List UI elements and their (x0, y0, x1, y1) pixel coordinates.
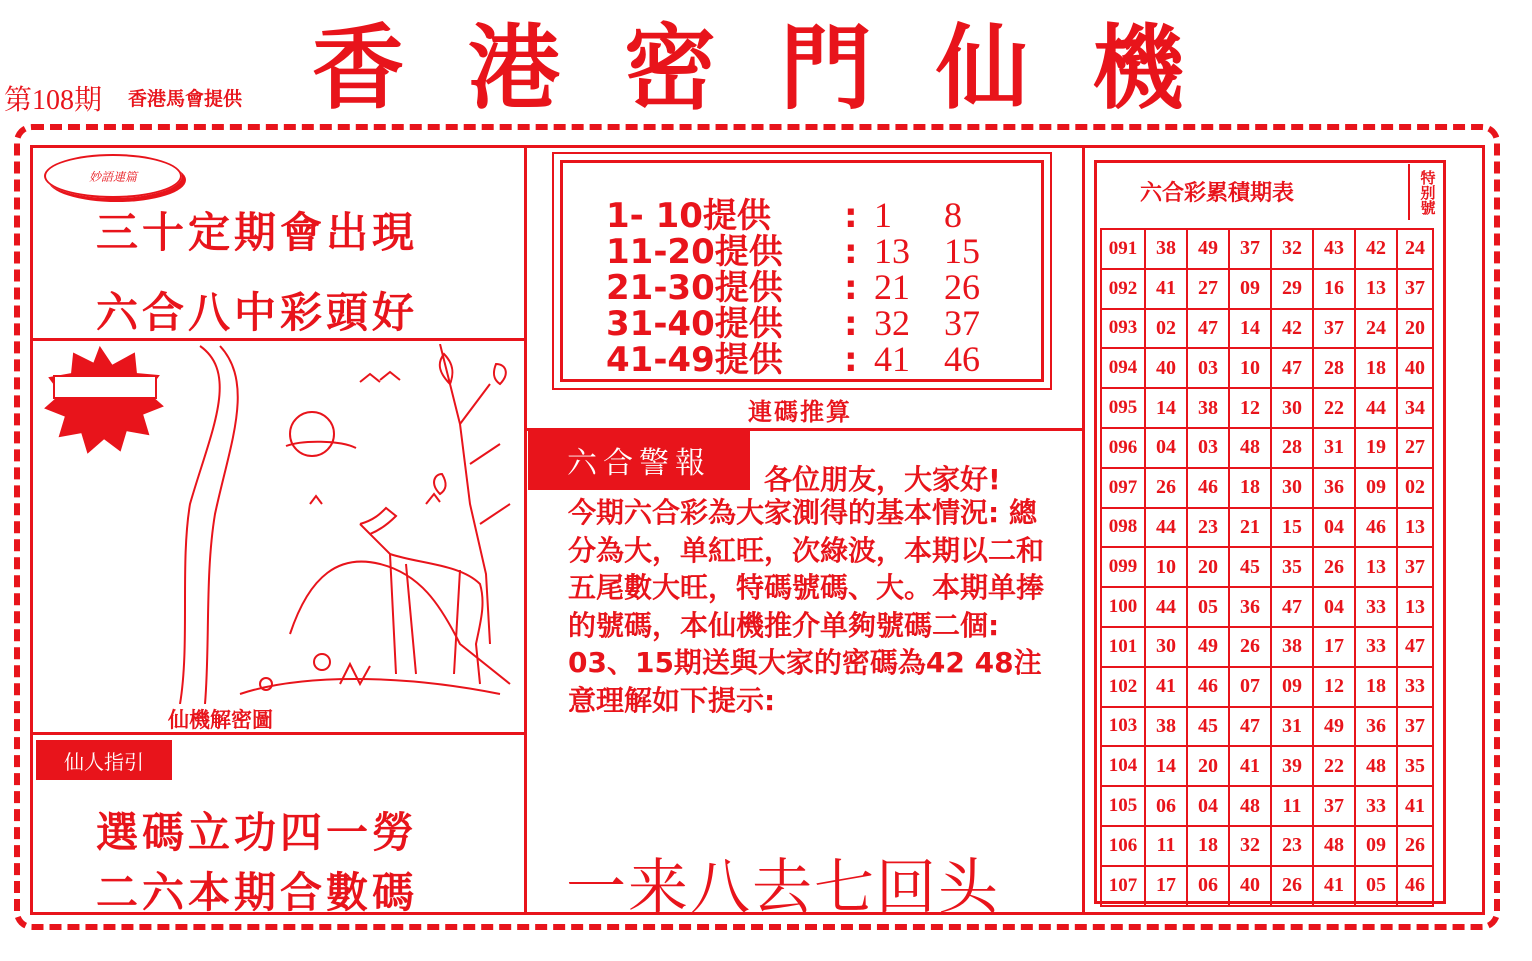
number-cell: 12 (1313, 667, 1355, 707)
table-row (1101, 428, 1433, 468)
special-cell: 40 (1397, 348, 1433, 388)
brand-label: 妙語連篇 (88, 169, 137, 184)
range-colon: : (844, 268, 858, 308)
number-cell: 47 (1229, 707, 1271, 747)
number-cell: 46 (1355, 508, 1397, 548)
issue-number: 第108期 (4, 85, 103, 116)
number-cell: 04 (1187, 786, 1229, 826)
number-cell: 41 (1313, 866, 1355, 906)
issue-cell: 100 (1101, 587, 1145, 627)
number-cell: 36 (1229, 587, 1271, 627)
number-cell: 38 (1145, 229, 1187, 269)
issue-cell: 093 (1101, 309, 1145, 349)
number-cell: 33 (1355, 627, 1397, 667)
number-cell: 11 (1145, 826, 1187, 866)
number-cell: 09 (1355, 826, 1397, 866)
number-cell: 30 (1145, 627, 1187, 667)
table-row (1101, 786, 1433, 826)
range-value-a: 13 (874, 231, 910, 271)
number-cell: 09 (1355, 468, 1397, 508)
table-row (1101, 667, 1433, 707)
range-value-b: 46 (944, 339, 980, 379)
issue-cell: 105 (1101, 786, 1145, 826)
table-row (1101, 587, 1433, 627)
number-cell: 14 (1145, 746, 1187, 786)
number-cell: 40 (1145, 348, 1187, 388)
number-cell: 35 (1271, 547, 1313, 587)
range-label: 31-40提供 (606, 304, 783, 344)
number-cell: 22 (1313, 388, 1355, 428)
number-cell: 10 (1229, 348, 1271, 388)
range-colon: : (844, 196, 858, 236)
number-cell: 48 (1229, 428, 1271, 468)
article-text: 今期六合彩為大家測得的基本情況: 總分為大，单紅旺，次綠波，本期以二和五尾數大旺，特碼號碼、大。本期单捧的號碼，本仙機推介单夠號碼二個: 03、15期送與大家的密碼為42 48注意理解如下提示: (568, 496, 1045, 717)
number-cell: 37 (1313, 309, 1355, 349)
table-row (1101, 746, 1433, 786)
issue-cell: 095 (1101, 388, 1145, 428)
number-cell: 18 (1355, 667, 1397, 707)
number-cell: 38 (1271, 627, 1313, 667)
number-cell: 49 (1187, 229, 1229, 269)
table-title: 六合彩累積期表 (1140, 181, 1295, 206)
range-value-a: 21 (874, 267, 910, 307)
guide-line: 二六本期合數碼 (96, 868, 419, 917)
number-cell: 32 (1271, 229, 1313, 269)
range-caption: 連碼推算 (748, 398, 852, 426)
issue-cell: 101 (1101, 627, 1145, 667)
number-cell: 47 (1271, 348, 1313, 388)
number-cell: 22 (1313, 746, 1355, 786)
number-cell: 32 (1229, 826, 1271, 866)
number-cell: 29 (1271, 269, 1313, 309)
table-row (1101, 508, 1433, 548)
number-cell: 19 (1355, 428, 1397, 468)
number-cell: 46 (1187, 667, 1229, 707)
number-cell: 41 (1145, 269, 1187, 309)
number-cell: 49 (1313, 707, 1355, 747)
number-cell: 30 (1271, 388, 1313, 428)
number-cell: 40 (1229, 866, 1271, 906)
table-row (1101, 348, 1433, 388)
issue-cell: 102 (1101, 667, 1145, 707)
special-cell: 20 (1397, 309, 1433, 349)
number-cell: 30 (1271, 468, 1313, 508)
range-row (606, 332, 1004, 381)
hint-text: 一来八去七回头 (566, 853, 1000, 923)
number-cell: 45 (1187, 707, 1229, 747)
range-value-b: 15 (944, 231, 980, 271)
number-cell: 26 (1229, 627, 1271, 667)
number-cell: 03 (1187, 428, 1229, 468)
guide-line: 選碼立功四一勞 (96, 808, 419, 857)
number-cell: 18 (1355, 348, 1397, 388)
divider-left-bottom (32, 732, 526, 735)
number-cell: 15 (1271, 508, 1313, 548)
range-value-b: 8 (944, 195, 962, 235)
number-cell: 18 (1187, 826, 1229, 866)
number-cell: 43 (1313, 229, 1355, 269)
number-cell: 02 (1145, 309, 1187, 349)
issue-cell: 104 (1101, 746, 1145, 786)
table-row (1101, 309, 1433, 349)
number-cell: 41 (1145, 667, 1187, 707)
range-colon: : (844, 232, 858, 272)
number-cell: 23 (1187, 508, 1229, 548)
number-cell: 47 (1271, 587, 1313, 627)
number-cell: 38 (1145, 707, 1187, 747)
number-cell: 46 (1187, 468, 1229, 508)
number-cell: 38 (1187, 388, 1229, 428)
range-colon: : (844, 304, 858, 344)
range-colon: : (844, 340, 858, 380)
number-cell: 33 (1355, 786, 1397, 826)
alert-label (528, 430, 750, 490)
range-value-a: 32 (874, 303, 910, 343)
special-cell: 37 (1397, 269, 1433, 309)
number-cell: 33 (1355, 587, 1397, 627)
number-cell: 37 (1313, 786, 1355, 826)
number-cell: 42 (1271, 309, 1313, 349)
number-cell: 05 (1187, 587, 1229, 627)
range-label: 21-30提供 (606, 268, 783, 308)
number-cell: 13 (1355, 547, 1397, 587)
table-row (1101, 627, 1433, 667)
number-cell: 06 (1187, 866, 1229, 906)
special-number-header (1408, 164, 1444, 220)
table-row (1101, 826, 1433, 866)
special-cell: 27 (1397, 428, 1433, 468)
number-cell: 48 (1355, 746, 1397, 786)
number-cell: 17 (1145, 866, 1187, 906)
greeting-text: 各位朋友，大家好! (764, 463, 1001, 496)
starburst-icon (46, 348, 162, 452)
number-cell: 26 (1313, 547, 1355, 587)
table-row (1101, 468, 1433, 508)
table-row (1101, 269, 1433, 309)
range-label: 1- 10提供 (606, 196, 771, 236)
number-cell: 44 (1355, 388, 1397, 428)
number-cell: 11 (1271, 786, 1313, 826)
number-cell: 36 (1313, 468, 1355, 508)
page-title: 香港密門仙機 (312, 15, 1249, 122)
range-value-b: 26 (944, 267, 980, 307)
special-cell: 33 (1397, 667, 1433, 707)
number-cell: 14 (1145, 388, 1187, 428)
number-cell: 45 (1229, 547, 1271, 587)
verse-line: 六合八中彩頭好 (96, 288, 419, 337)
number-cell: 48 (1229, 786, 1271, 826)
number-cell: 48 (1313, 826, 1355, 866)
table-row (1101, 866, 1433, 906)
number-cell: 12 (1229, 388, 1271, 428)
issue-cell: 103 (1101, 707, 1145, 747)
issue-cell: 099 (1101, 547, 1145, 587)
issue-cell: 092 (1101, 269, 1145, 309)
table-row (1101, 707, 1433, 747)
special-cell: 26 (1397, 826, 1433, 866)
number-cell: 06 (1145, 786, 1187, 826)
issue-cell: 091 (1101, 229, 1145, 269)
special-cell: 46 (1397, 866, 1433, 906)
number-cell: 41 (1229, 746, 1271, 786)
range-label: 11-20提供 (606, 232, 783, 272)
number-cell: 04 (1145, 428, 1187, 468)
number-cell: 44 (1145, 508, 1187, 548)
table-row (1101, 547, 1433, 587)
number-cell: 17 (1313, 627, 1355, 667)
number-cell: 23 (1271, 826, 1313, 866)
alert-label-text: 六合警報 (567, 446, 711, 481)
divider-right (1082, 146, 1085, 914)
number-cell: 31 (1313, 428, 1355, 468)
range-label: 41-49提供 (606, 340, 783, 380)
number-cell: 16 (1313, 269, 1355, 309)
number-cell: 04 (1313, 508, 1355, 548)
range-value-a: 1 (874, 195, 892, 235)
brand-badge (44, 154, 182, 198)
special-cell: 37 (1397, 707, 1433, 747)
issue-cell: 107 (1101, 866, 1145, 906)
guide-label (36, 740, 172, 780)
issue-cell: 096 (1101, 428, 1145, 468)
number-cell: 07 (1229, 667, 1271, 707)
number-cell: 20 (1187, 547, 1229, 587)
number-cell: 18 (1229, 468, 1271, 508)
number-cell: 09 (1229, 269, 1271, 309)
special-cell: 41 (1397, 786, 1433, 826)
number-cell: 39 (1271, 746, 1313, 786)
special-cell: 13 (1397, 587, 1433, 627)
special-header-text: 特别號 (1418, 169, 1437, 215)
number-cell: 42 (1355, 229, 1397, 269)
number-cell: 26 (1271, 866, 1313, 906)
number-cell: 09 (1271, 667, 1313, 707)
issue-cell: 094 (1101, 348, 1145, 388)
range-value-b: 37 (944, 303, 980, 343)
number-cell: 47 (1187, 309, 1229, 349)
special-cell: 34 (1397, 388, 1433, 428)
number-cell: 37 (1229, 229, 1271, 269)
number-cell: 20 (1187, 746, 1229, 786)
number-cell: 26 (1145, 468, 1187, 508)
special-cell: 37 (1397, 547, 1433, 587)
results-table (1100, 228, 1434, 907)
guide-label-text: 仙人指引 (64, 749, 144, 774)
provider-text: 香港馬會提供 (128, 88, 243, 110)
table-row (1101, 229, 1433, 269)
number-cell: 28 (1313, 348, 1355, 388)
range-value-a: 41 (874, 339, 910, 379)
number-cell: 21 (1229, 508, 1271, 548)
number-cell: 28 (1271, 428, 1313, 468)
number-cell: 44 (1145, 587, 1187, 627)
number-cell: 05 (1355, 866, 1397, 906)
issue-cell: 098 (1101, 508, 1145, 548)
number-cell: 04 (1313, 587, 1355, 627)
number-cell: 31 (1271, 707, 1313, 747)
image-caption: 仙機解密圖 (168, 708, 273, 732)
issue-cell: 097 (1101, 468, 1145, 508)
number-cell: 49 (1187, 627, 1229, 667)
special-cell: 35 (1397, 746, 1433, 786)
special-cell: 13 (1397, 508, 1433, 548)
verse-line: 三十定期會出現 (96, 208, 419, 257)
number-cell: 14 (1229, 309, 1271, 349)
number-cell: 10 (1145, 547, 1187, 587)
number-cell: 24 (1355, 309, 1397, 349)
issue-cell: 106 (1101, 826, 1145, 866)
special-cell: 24 (1397, 229, 1433, 269)
table-row (1101, 388, 1433, 428)
deer-illustration (40, 344, 524, 704)
number-cell: 13 (1355, 269, 1397, 309)
special-cell: 02 (1397, 468, 1433, 508)
divider-left (524, 146, 527, 914)
special-cell: 47 (1397, 627, 1433, 667)
number-cell: 27 (1187, 269, 1229, 309)
number-cell: 03 (1187, 348, 1229, 388)
number-cell: 36 (1355, 707, 1397, 747)
